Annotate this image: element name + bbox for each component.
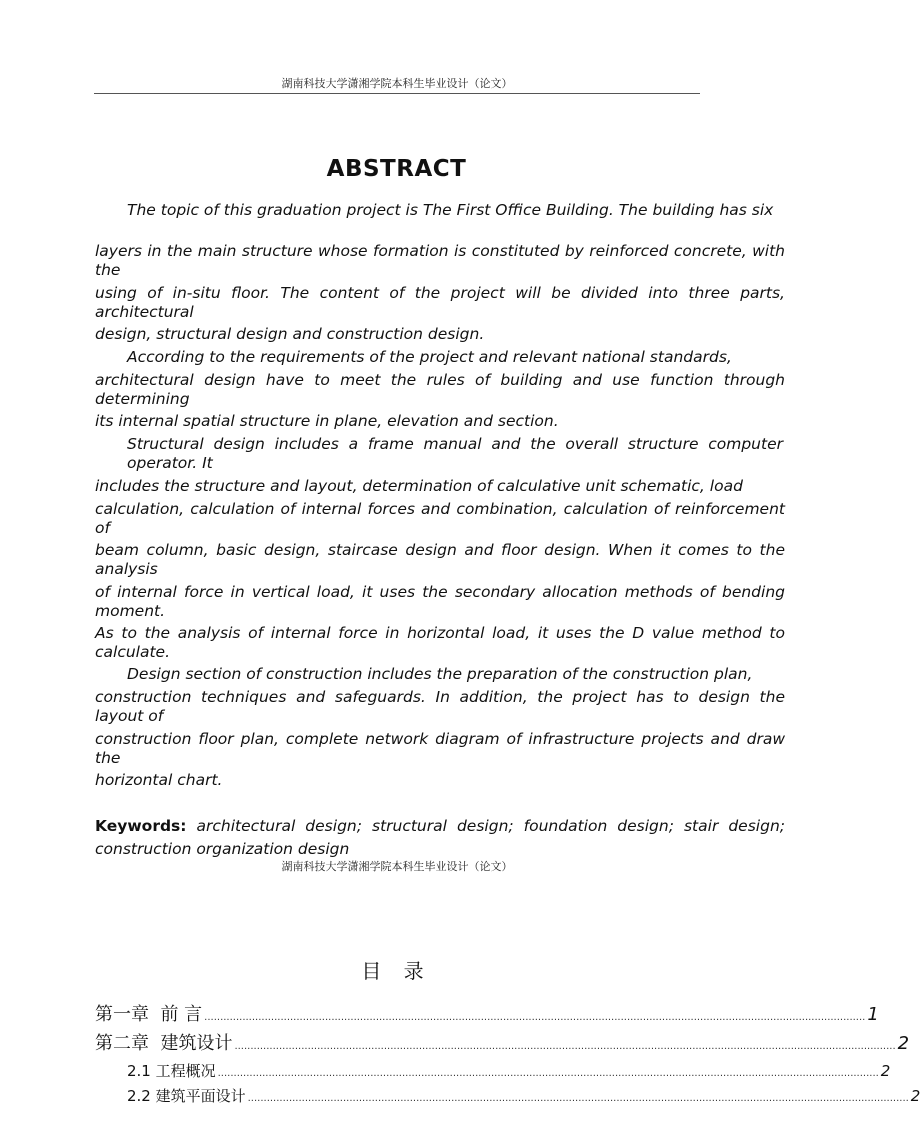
toc-entry[interactable]: [95, 1029, 910, 1055]
toc-entry[interactable]: [95, 1000, 879, 1026]
toc-entry-page: 2: [910, 1087, 920, 1105]
keywords: [95, 815, 785, 861]
abstract-line-1: The topic of this graduation project is The First Office Building. The building has six: [127, 201, 774, 219]
page-header: 湖南科技大学潇湘学院本科生毕业设计（论文）: [281, 77, 513, 90]
abstract-line-7: its internal spatial structure in plane, elevation and section.: [95, 412, 559, 430]
toc-entry-page: 1: [867, 1004, 879, 1025]
toc-leader: ................................................................................................................................................................................................................: [247, 1093, 909, 1104]
page-header-2: 湖南科技大学潇湘学院本科生毕业设计（论文）: [281, 860, 513, 873]
keywords-label: Keywords:: [95, 817, 187, 835]
toc-entry-label: 第二章 建筑设计: [95, 1033, 233, 1054]
abstract-line-5: According to the requirements of the project and relevant national standards,: [127, 348, 732, 366]
header-divider: [94, 93, 700, 94]
abstract-line-13: As to the analysis of internal force in horizontal load, it uses the D value method to calculate.: [95, 624, 785, 661]
abstract-line-6: architectural design have to meet the rules of building and use function through determining: [95, 371, 785, 408]
abstract-line-15: construction techniques and safeguards. In addition, the project has to design the layout of: [95, 688, 785, 725]
abstract-line-17: horizontal chart.: [95, 771, 223, 789]
abstract-line-4: design, structural design and construction design.: [95, 325, 485, 343]
abstract-line-2: layers in the main structure whose formation is constituted by reinforced concrete, with the: [95, 242, 785, 279]
abstract-line-3: using of in-situ floor. The content of the project will be divided into three parts, architectural: [95, 284, 785, 321]
toc-leader: ................................................................................................................................................................................................................: [217, 1068, 879, 1079]
toc-leader: ................................................................................................................................................................................................................: [204, 1012, 866, 1023]
toc-leader: ................................................................................................................................................................................................................: [234, 1041, 896, 1052]
abstract-line-12: of internal force in vertical load, it uses the secondary allocation methods of bending moment.: [95, 583, 785, 620]
abstract-line-10: calculation, calculation of internal forces and combination, calculation of reinforcement of: [95, 500, 785, 537]
toc-title: 目 录: [361, 959, 432, 983]
abstract-line-9: includes the structure and layout, determination of calculative unit schematic, load: [95, 477, 743, 495]
keywords-text: architectural design; structural design; foundation design; stair design; construction organization design: [95, 817, 785, 858]
toc-entry-page: 2: [897, 1033, 910, 1054]
abstract-title: ABSTRACT: [326, 156, 467, 182]
toc-entry-label: 2.2 建筑平面设计: [127, 1087, 246, 1105]
toc-entry[interactable]: [127, 1085, 920, 1106]
toc-entry-label: 第一章 前 言: [95, 1004, 203, 1025]
toc-entry-label: 2.1 工程概况: [127, 1062, 216, 1080]
abstract-line-8: Structural design includes a frame manual and the overall structure computer operator. It: [127, 435, 783, 472]
toc-entry-page: 2: [880, 1062, 891, 1080]
abstract-line-14: Design section of construction includes the preparation of the construction plan,: [127, 665, 753, 683]
toc-entry[interactable]: [127, 1060, 891, 1081]
abstract-line-16: construction floor plan, complete network diagram of infrastructure projects and draw the: [95, 730, 785, 767]
abstract-line-11: beam column, basic design, staircase design and floor design. When it comes to the analysis: [95, 541, 785, 578]
